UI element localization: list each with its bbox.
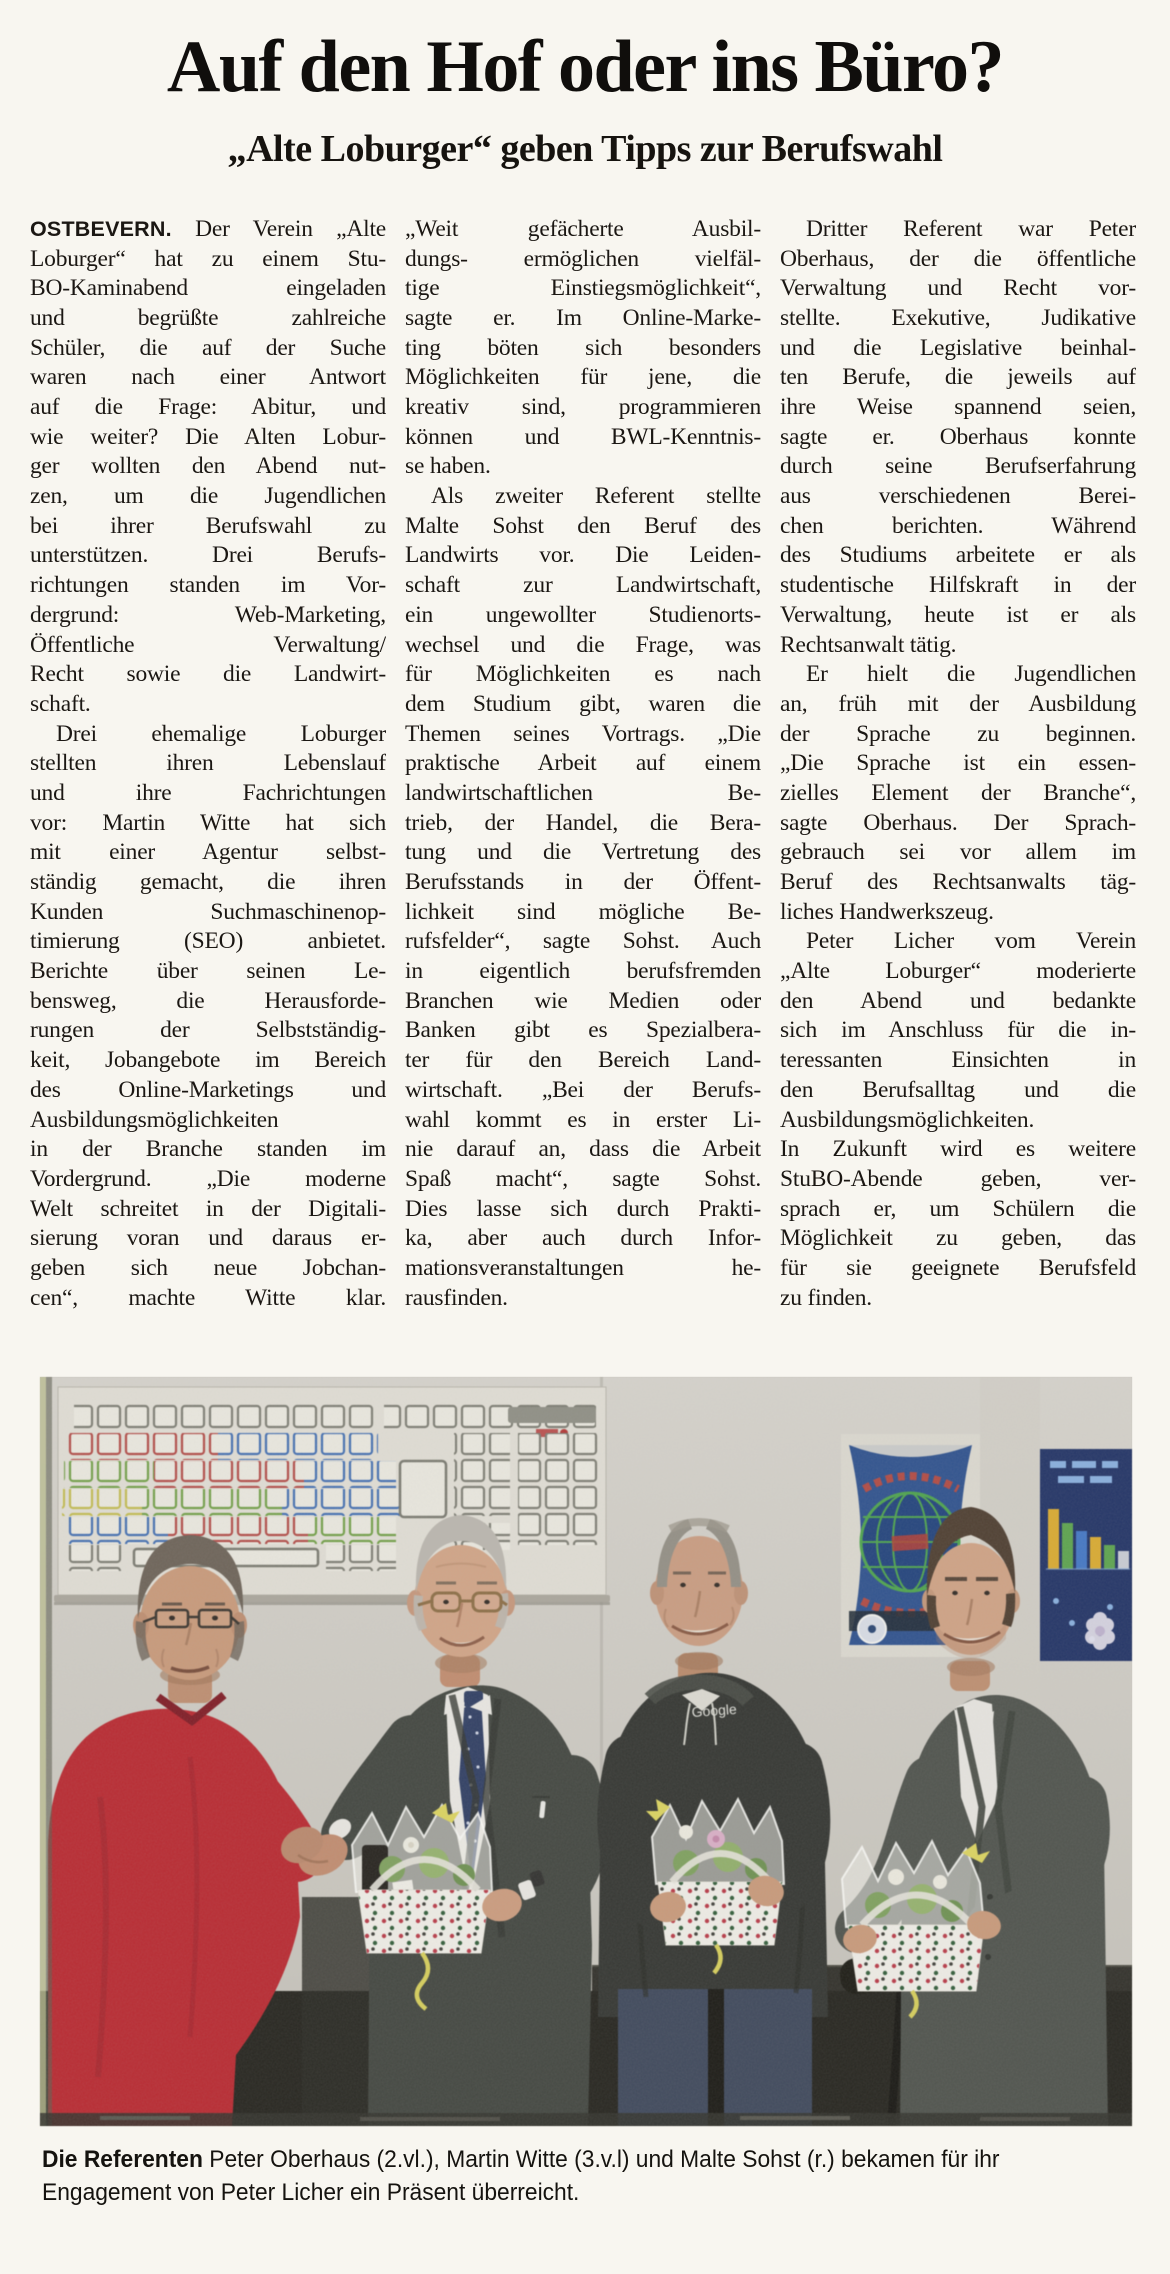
body-line: für Möglichkeiten es nach [405, 661, 761, 688]
body-line: trieb, der Handel, die Bera- [405, 809, 761, 836]
body-line: waren nach einer Antwort [30, 364, 386, 391]
column-2 [405, 215, 761, 1313]
body-line: Verwaltung und Recht vor- [780, 275, 1136, 302]
body-line: tung und die Vertretung des [405, 839, 761, 866]
body-line: Dritter Referent war Peter [806, 215, 1136, 242]
body-line: rufsfelder“, sagte Sohst. Auch [405, 928, 761, 955]
body-line: sich im Anschluss für die in- [780, 1017, 1136, 1044]
body-line: Möglichkeiten für jene, die [405, 364, 761, 391]
body-line: in der Branche standen im [30, 1136, 386, 1163]
body-line: Branchen wie Medien oder [405, 987, 761, 1014]
body-line: keit, Jobangebote im Bereich [30, 1047, 386, 1074]
body-line: Drei ehemalige Loburger [56, 720, 386, 747]
body-line: unterstützen. Drei Berufs- [30, 542, 386, 569]
body-line: richtungen standen im Vor- [30, 572, 386, 599]
body-line: Peter Licher vom Verein [806, 928, 1136, 955]
body-line: ständig gemacht, die ihren [30, 869, 386, 895]
body-line: rungen der Selbstständig- [30, 1017, 386, 1044]
body-line: Spaß macht“, sagte Sohst. [405, 1165, 761, 1192]
body-line: Malte Sohst den Beruf des [405, 512, 761, 539]
body-line: Vordergrund. „Die moderne [30, 1165, 386, 1192]
body-line: bei ihrer Berufswahl zu [30, 512, 386, 539]
body-line: Landwirts vor. Die Leiden- [405, 542, 761, 569]
body-line: wahl kommt es in erster Li- [405, 1106, 761, 1133]
column-1 [30, 215, 386, 1313]
photo-grain [40, 1377, 1132, 2126]
body-line: sprach er, um Schülern die [780, 1195, 1136, 1222]
body-line: ter für den Bereich Land- [405, 1047, 761, 1074]
body-line: Kunden Suchmaschinenop- [30, 898, 386, 925]
body-line: den Berufsalltag und die [780, 1076, 1136, 1103]
body-line: stellte. Exekutive, Judikative [780, 304, 1136, 331]
body-line: landwirtschaftlichen Be- [405, 779, 761, 806]
body-line: Welt schreitet in der Digitali- [30, 1195, 386, 1222]
body-line: wie weiter? Die Alten Lobur- [30, 423, 386, 450]
body-line: Verwaltung, heute ist er als [780, 601, 1136, 628]
body-line: In Zukunft wird es weitere [780, 1136, 1136, 1163]
body-line: Ausbildungsmöglichkeiten. [780, 1106, 1035, 1133]
body-line: Er hielt die Jugendlichen [806, 661, 1136, 688]
body-line: Rechtsanwalt tätig. [780, 631, 957, 658]
body-line: Öffentliche Verwaltung/ [30, 631, 386, 658]
body-line: ihre Weise spannend seien, [780, 394, 1136, 420]
body-line: lichkeit sind mögliche Be- [405, 898, 761, 925]
body-line: können und BWL-Kenntnis- [405, 423, 761, 450]
body-line: schaft zur Landwirtschaft, [405, 572, 761, 599]
body-line: vor: Martin Witte hat sich [30, 809, 386, 836]
body-line: auf die Frage: Abitur, und [30, 394, 386, 420]
body-line: und begrüßte zahlreiche [30, 304, 386, 331]
body-line: BO-Kaminabend eingeladen [30, 275, 386, 302]
column-3 [780, 215, 1136, 1313]
body-line: studentische Hilfskraft in der [780, 572, 1136, 599]
body-line: Banken gibt es Spezialbera- [405, 1017, 761, 1044]
body-line: mationsveranstaltungen he- [405, 1254, 761, 1281]
body-line: ein ungewollter Studienorts- [405, 601, 761, 628]
body-line: kreativ sind, programmieren [405, 394, 761, 420]
body-line: Dies lasse sich durch Prakti- [405, 1195, 761, 1222]
body-line: nie darauf an, dass die Arbeit [405, 1136, 761, 1163]
body-line: rausfinden. [405, 1284, 508, 1311]
body-line: zielles Element der Branche“, [780, 779, 1136, 806]
caption-line-1: Die Referenten Peter Oberhaus (2.vl.), Martin Witte (3.v.l) und Malte Sohst (r.) bekamen für ihr [42, 2146, 1000, 2174]
body-line: sagte er. Oberhaus konnte [780, 423, 1136, 450]
body-line: an, früh mit der Ausbildung [780, 690, 1136, 717]
body-line: sierung voran und daraus er- [30, 1225, 386, 1252]
body-line: für sie geeignete Berufsfeld [780, 1254, 1136, 1281]
body-line: Berichte über seinen Le- [30, 958, 386, 985]
body-line: Möglichkeit zu geben, das [780, 1225, 1136, 1252]
body-line: StuBO-Abende geben, ver- [780, 1165, 1136, 1192]
body-line: ka, aber auch durch Infor- [405, 1225, 761, 1252]
article-body [30, 215, 1136, 1313]
dateline: OSTBEVERN. [30, 216, 172, 241]
body-line: se haben. [405, 453, 491, 480]
body-line: ger wollten den Abend nut- [30, 453, 386, 480]
article-photo [40, 1377, 1132, 2126]
body-line: des Online-Marketings und [30, 1076, 386, 1103]
body-line: aus verschiedenen Berei- [780, 483, 1136, 510]
caption-line-2: Engagement von Peter Licher ein Präsent überreicht. [42, 2179, 580, 2207]
body-line: sagte er. Im Online-Marke- [405, 304, 761, 331]
body-line: ten Berufe, die jeweils auf [780, 364, 1136, 391]
body-line: Oberhaus, der die öffentliche [780, 245, 1136, 272]
newspaper-page [0, 26, 1170, 2274]
body-line: mit einer Agentur selbst- [30, 839, 386, 866]
body-line: chen berichten. Während [780, 512, 1136, 539]
body-line: Berufsstands in der Öffent- [405, 869, 761, 895]
body-line: „Alte Loburger“ moderierte [780, 958, 1136, 985]
body-line: timierung (SEO) anbietet. [30, 928, 386, 955]
body-line: den Abend und bedankte [780, 987, 1136, 1014]
body-line: Loburger“ hat zu einem Stu- [30, 245, 386, 272]
body-line: stellten ihren Lebenslauf [30, 750, 386, 777]
body-line: zen, um die Jugendlichen [30, 483, 386, 510]
body-line: geben sich neue Jobchan- [30, 1254, 386, 1281]
article-subtitle: „Alte Loburger“ geben Tipps zur Berufswahl [227, 127, 943, 170]
article-title: Auf den Hof oder ins Büro? [166, 26, 1004, 108]
body-line: praktische Arbeit auf einem [405, 750, 761, 777]
body-line: des Studiums arbeitete er als [780, 542, 1136, 569]
body-line: zu finden. [780, 1284, 872, 1311]
body-line: dergrund: Web-Marketing, [30, 601, 386, 628]
body-line: tige Einstiegsmöglichkeit“, [405, 275, 761, 302]
body-line: Als zweiter Referent stellte [431, 483, 761, 510]
photo-caption [42, 2143, 1170, 2209]
body-line: liches Handwerkszeug. [780, 898, 994, 925]
body-line: dungs- ermöglichen vielfäl- [405, 245, 761, 272]
body-line: schaft. [30, 690, 91, 717]
body-line: sagte Oberhaus. Der Sprach- [780, 809, 1136, 836]
body-line: Recht sowie die Landwirt- [30, 661, 386, 688]
body-line: gebrauch sei vor allem im [780, 839, 1136, 866]
body-line: wirtschaft. „Bei der Berufs- [405, 1076, 761, 1103]
body-line: teressanten Einsichten in [780, 1047, 1136, 1074]
caption-lead: Die Referenten [42, 2146, 203, 2174]
body-line: OSTBEVERN. Der Verein „Alte [30, 215, 386, 242]
body-line: durch seine Berufserfahrung [780, 453, 1136, 480]
body-line: „Weit gefächerte Ausbil- [405, 215, 761, 242]
body-line: bensweg, die Herausforde- [30, 987, 386, 1014]
body-line: und die Legislative beinhal- [780, 334, 1136, 361]
body-line: ting böten sich besonders [405, 334, 761, 361]
body-line: Ausbildungsmöglichkeiten [30, 1106, 279, 1133]
body-line: Themen seines Vortrags. „Die [405, 720, 761, 747]
body-line: und ihre Fachrichtungen [30, 779, 386, 806]
body-line: in eigentlich berufsfremden [405, 958, 761, 985]
body-line: wechsel und die Frage, was [405, 631, 761, 658]
body-line: cen“, machte Witte klar. [30, 1284, 386, 1311]
body-line: dem Studium gibt, waren die [405, 690, 761, 717]
body-line: „Die Sprache ist ein essen- [780, 750, 1136, 777]
body-line: der Sprache zu beginnen. [780, 720, 1136, 747]
body-line: Schüler, die auf der Suche [30, 334, 386, 361]
body-line: Beruf des Rechtsanwalts täg- [780, 869, 1136, 895]
